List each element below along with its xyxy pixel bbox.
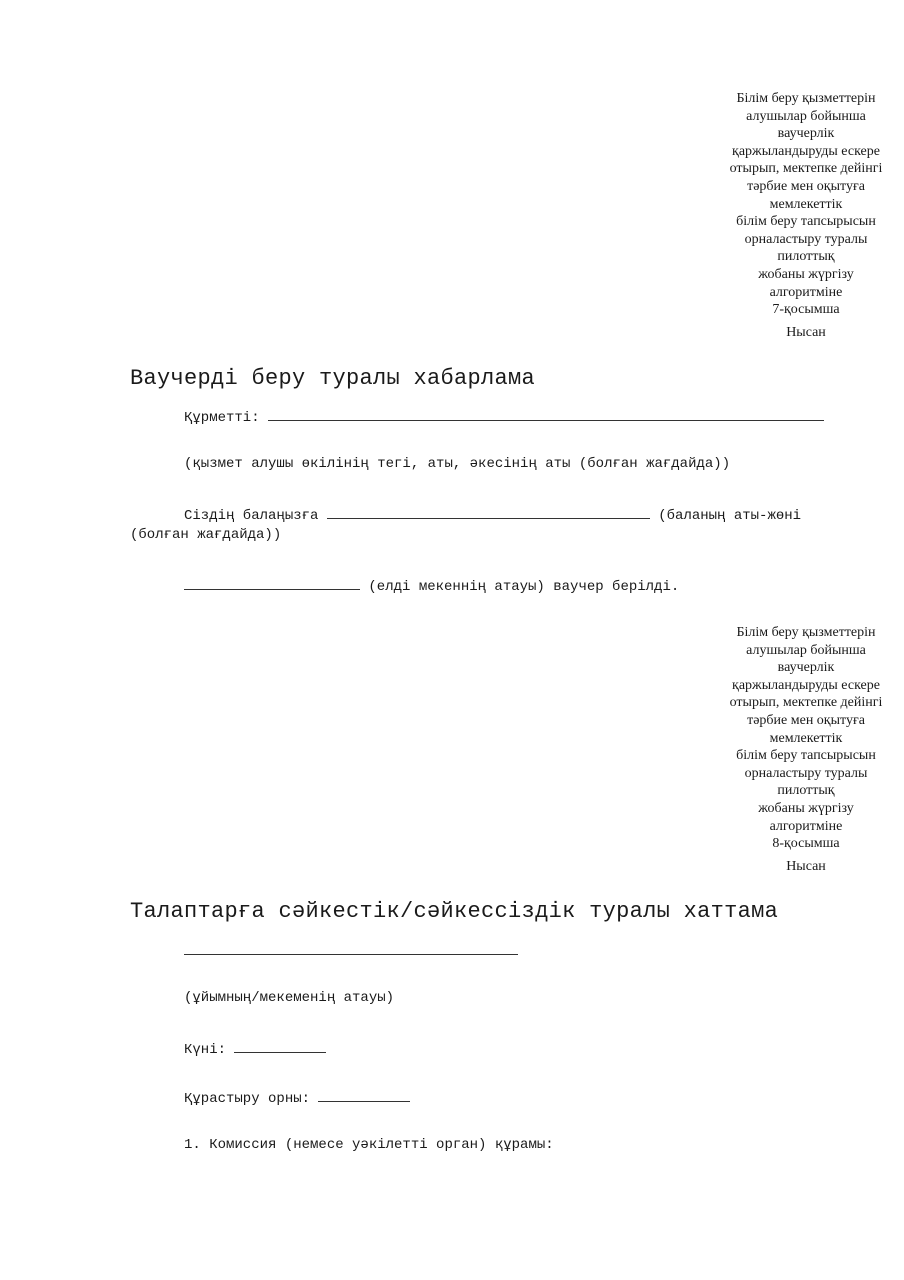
- settlement-line: [184, 576, 679, 595]
- dear-label: Құрметті:: [184, 410, 260, 426]
- place-line: [184, 1088, 410, 1107]
- appendix-line: тәрбие мен оқытуға: [747, 712, 865, 728]
- appendix-line: алгоритміне: [769, 818, 843, 834]
- child-suffix-continued: (болған жағдайда)): [130, 527, 282, 543]
- org-caption: (ұйымның/мекеменің атауы): [184, 990, 395, 1006]
- appendix-line: алушылар бойынша: [746, 642, 866, 658]
- recipient-name-blank[interactable]: [268, 407, 824, 421]
- appendix-line: тәрбие мен оқытуға: [747, 178, 865, 194]
- appendix-line: ваучерлік: [777, 660, 835, 676]
- appendix-line: пилоттық: [777, 249, 835, 265]
- representative-caption: (қызмет алушы өкілінің тегі, аты, әкесінің аты (болған жағдайда)): [184, 456, 731, 472]
- place-blank[interactable]: [318, 1088, 410, 1102]
- org-name-line: [184, 941, 518, 960]
- child-line: [184, 505, 801, 524]
- org-name-blank[interactable]: [184, 941, 518, 955]
- appendix-line: мемлекеттік: [769, 730, 843, 746]
- form-label: Нысан: [786, 325, 826, 340]
- appendix-line: алушылар бойынша: [746, 108, 866, 124]
- appendix-line: Білім беру қызметтерін: [736, 91, 876, 106]
- dear-line: [184, 407, 824, 426]
- child-prefix: Сіздің балаңызға: [184, 508, 319, 524]
- settlement-blank[interactable]: [184, 576, 360, 590]
- appendix-line: білім беру тапсырысын: [736, 748, 876, 764]
- appendix-number: 8-қосымша: [772, 836, 840, 852]
- notice-title: Ваучерді беру туралы хабарлама: [130, 366, 536, 391]
- appendix-7-reference: [718, 90, 894, 319]
- appendix-line: мемлекеттік: [769, 196, 843, 212]
- child-suffix: (баланың аты-жөні: [658, 508, 802, 524]
- appendix-line: пилоттық: [777, 783, 835, 799]
- commission-item: 1. Комиссия (немесе уәкілетті орган) құрамы:: [184, 1137, 554, 1153]
- form-label: Нысан: [786, 859, 826, 874]
- appendix-line: алгоритміне: [769, 284, 843, 300]
- appendix-line: отырып, мектепке дейінгі: [729, 161, 883, 177]
- appendix-line: жобаны жүргізу: [758, 800, 854, 816]
- protocol-title: Талаптарға сәйкестік/сәйкессіздік туралы хаттама: [130, 899, 779, 924]
- child-name-blank[interactable]: [327, 505, 650, 519]
- date-label: Күні:: [184, 1042, 227, 1058]
- place-label: Құрастыру орны:: [184, 1091, 311, 1107]
- appendix-number: 7-қосымша: [772, 302, 840, 318]
- date-blank[interactable]: [234, 1039, 326, 1053]
- appendix-8-reference: [718, 624, 894, 853]
- appendix-line: орналастыру туралы: [744, 765, 868, 781]
- appendix-line: отырып, мектепке дейінгі: [729, 695, 883, 711]
- settlement-text: (елді мекеннің атауы) ваучер берілді.: [368, 579, 680, 595]
- appendix-line: жобаны жүргізу: [758, 266, 854, 282]
- appendix-line: қаржыландыруды ескере: [732, 677, 880, 693]
- appendix-line: білім беру тапсырысын: [736, 214, 876, 230]
- appendix-line: қаржыландыруды ескере: [732, 143, 880, 159]
- date-line: [184, 1039, 326, 1058]
- appendix-line: ваучерлік: [777, 126, 835, 142]
- appendix-line: Білім беру қызметтерін: [736, 625, 876, 640]
- appendix-line: орналастыру туралы: [744, 231, 868, 247]
